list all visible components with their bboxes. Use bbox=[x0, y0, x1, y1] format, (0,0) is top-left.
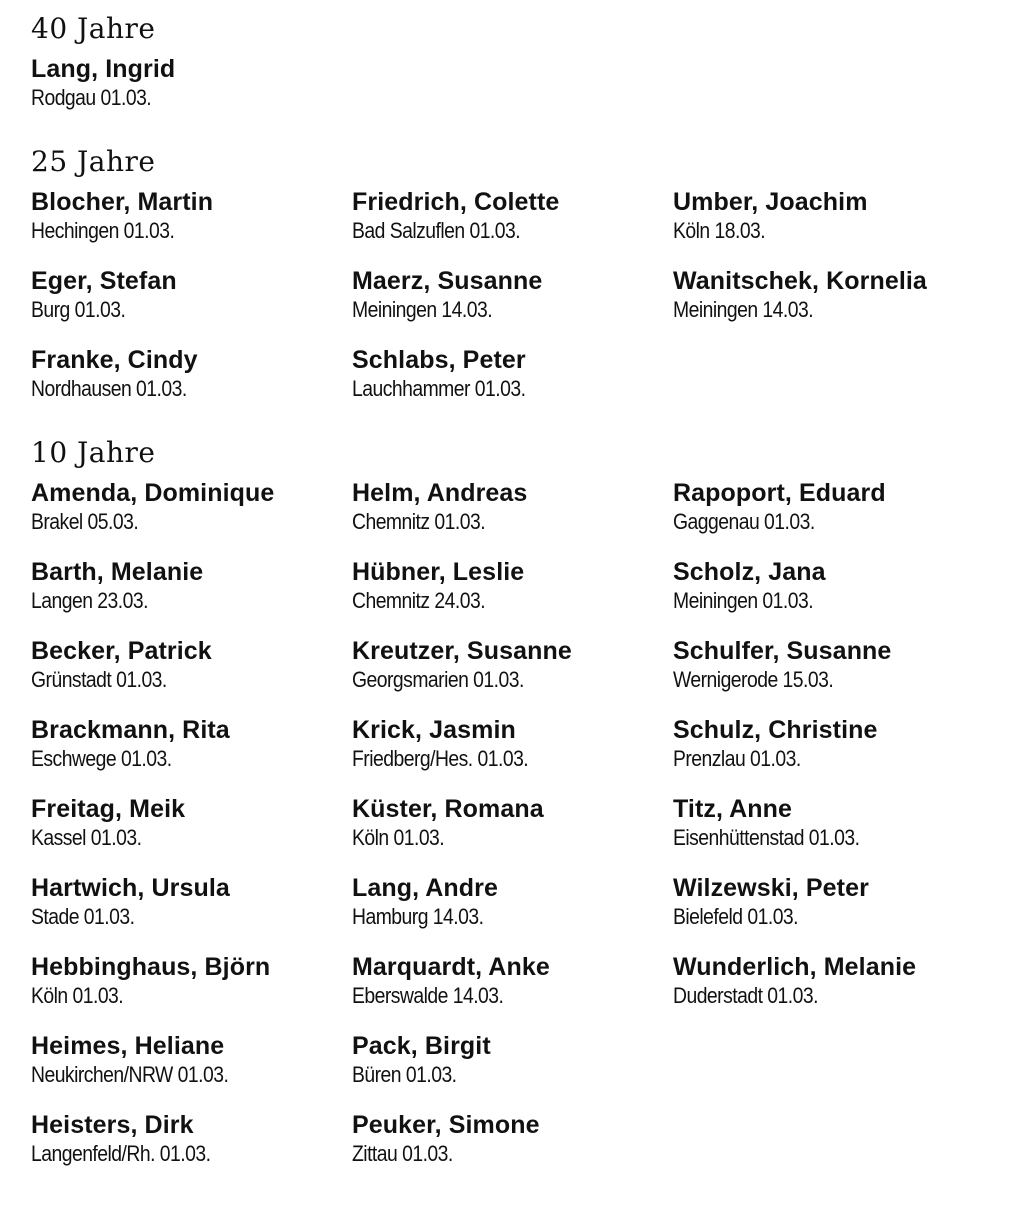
list-item bbox=[673, 478, 991, 557]
person-name: Heisters, Dirk bbox=[31, 1111, 194, 1139]
list-item bbox=[31, 873, 352, 952]
person-name: Hartwich, Ursula bbox=[31, 874, 230, 902]
list-item bbox=[352, 1031, 673, 1110]
list-item bbox=[31, 794, 352, 873]
list-item bbox=[31, 345, 352, 424]
list-item bbox=[673, 715, 991, 794]
person-name: Heimes, Heliane bbox=[31, 1032, 225, 1060]
place-date: Brakel 05.03. bbox=[31, 509, 139, 534]
section-title: 25 Jahre bbox=[31, 145, 156, 178]
list-item bbox=[352, 1110, 673, 1189]
list-item bbox=[352, 345, 673, 424]
person-name: Wilzewski, Peter bbox=[673, 874, 869, 902]
anniversary-list bbox=[31, 12, 991, 1201]
place-date: Eberswalde 14.03. bbox=[352, 983, 504, 1008]
list-item bbox=[352, 952, 673, 1031]
place-date: Langenfeld/Rh. 01.03. bbox=[31, 1141, 211, 1166]
list-item bbox=[31, 187, 352, 266]
place-date: Köln 01.03. bbox=[352, 825, 445, 850]
person-name: Hübner, Leslie bbox=[352, 558, 525, 586]
place-date: Köln 01.03. bbox=[31, 983, 124, 1008]
place-date: Eisenhüttenstad 01.03. bbox=[673, 825, 860, 850]
list-item bbox=[31, 557, 352, 636]
list-item bbox=[673, 636, 991, 715]
person-name: Maerz, Susanne bbox=[352, 267, 543, 295]
section-title: 10 Jahre bbox=[31, 436, 156, 469]
entries-grid bbox=[31, 54, 991, 133]
place-date: Chemnitz 01.03. bbox=[352, 509, 486, 534]
section-10-jahre bbox=[31, 436, 991, 1189]
list-item bbox=[352, 557, 673, 636]
person-name: Scholz, Jana bbox=[673, 558, 826, 586]
place-date: Hamburg 14.03. bbox=[352, 904, 484, 929]
section-25-jahre bbox=[31, 145, 991, 424]
place-date: Chemnitz 24.03. bbox=[352, 588, 486, 613]
list-item bbox=[31, 1110, 352, 1189]
list-item bbox=[673, 873, 991, 952]
place-date: Meiningen 14.03. bbox=[673, 297, 814, 322]
person-name: Amenda, Dominique bbox=[31, 479, 275, 507]
list-item bbox=[31, 715, 352, 794]
place-date: Grünstadt 01.03. bbox=[31, 667, 167, 692]
section-40-jahre bbox=[31, 12, 991, 133]
place-date: Rodgau 01.03. bbox=[31, 85, 152, 110]
person-name: Barth, Melanie bbox=[31, 558, 204, 586]
list-item bbox=[673, 952, 991, 1031]
list-item bbox=[673, 794, 991, 873]
person-name: Lang, Andre bbox=[352, 874, 499, 902]
list-item bbox=[31, 636, 352, 715]
place-date: Neukirchen/NRW 01.03. bbox=[31, 1062, 229, 1087]
place-date: Zittau 01.03. bbox=[352, 1141, 453, 1166]
list-item bbox=[352, 794, 673, 873]
person-name: Pack, Birgit bbox=[352, 1032, 491, 1060]
list-item bbox=[31, 952, 352, 1031]
place-date: Gaggenau 01.03. bbox=[673, 509, 815, 534]
place-date: Burg 01.03. bbox=[31, 297, 126, 322]
place-date: Duderstadt 01.03. bbox=[673, 983, 818, 1008]
person-name: Wunderlich, Melanie bbox=[673, 953, 917, 981]
place-date: Wernigerode 15.03. bbox=[673, 667, 834, 692]
list-item bbox=[673, 557, 991, 636]
list-item bbox=[31, 478, 352, 557]
list-item bbox=[31, 266, 352, 345]
person-name: Küster, Romana bbox=[352, 795, 544, 823]
person-name: Peuker, Simone bbox=[352, 1111, 540, 1139]
person-name: Friedrich, Colette bbox=[352, 188, 560, 216]
list-item bbox=[673, 266, 991, 345]
list-item bbox=[352, 636, 673, 715]
list-item bbox=[31, 1031, 352, 1110]
place-date: Büren 01.03. bbox=[352, 1062, 457, 1087]
place-date: Langen 23.03. bbox=[31, 588, 148, 613]
place-date: Georgsmarien 01.03. bbox=[352, 667, 524, 692]
place-date: Nordhausen 01.03. bbox=[31, 376, 187, 401]
place-date: Meiningen 01.03. bbox=[673, 588, 814, 613]
entries-grid bbox=[31, 478, 991, 1189]
list-item bbox=[352, 715, 673, 794]
person-name: Kreutzer, Susanne bbox=[352, 637, 572, 665]
person-name: Umber, Joachim bbox=[673, 188, 868, 216]
person-name: Eger, Stefan bbox=[31, 267, 177, 295]
list-item bbox=[352, 478, 673, 557]
person-name: Rapoport, Eduard bbox=[673, 479, 886, 507]
place-date: Meiningen 14.03. bbox=[352, 297, 493, 322]
person-name: Lang, Ingrid bbox=[31, 55, 176, 83]
person-name: Helm, Andreas bbox=[352, 479, 528, 507]
place-date: Köln 18.03. bbox=[673, 218, 766, 243]
person-name: Schlabs, Peter bbox=[352, 346, 526, 374]
place-date: Friedberg/Hes. 01.03. bbox=[352, 746, 529, 771]
place-date: Hechingen 01.03. bbox=[31, 218, 175, 243]
place-date: Lauchhammer 01.03. bbox=[352, 376, 526, 401]
place-date: Kassel 01.03. bbox=[31, 825, 142, 850]
person-name: Wanitschek, Kornelia bbox=[673, 267, 927, 295]
person-name: Schulz, Christine bbox=[673, 716, 878, 744]
person-name: Freitag, Meik bbox=[31, 795, 186, 823]
person-name: Titz, Anne bbox=[673, 795, 793, 823]
list-item bbox=[673, 187, 991, 266]
person-name: Krick, Jasmin bbox=[352, 716, 516, 744]
list-item bbox=[31, 54, 352, 133]
person-name: Marquardt, Anke bbox=[352, 953, 550, 981]
person-name: Becker, Patrick bbox=[31, 637, 212, 665]
place-date: Eschwege 01.03. bbox=[31, 746, 172, 771]
person-name: Brackmann, Rita bbox=[31, 716, 230, 744]
list-item bbox=[352, 266, 673, 345]
person-name: Hebbinghaus, Björn bbox=[31, 953, 271, 981]
list-item bbox=[352, 873, 673, 952]
section-title: 40 Jahre bbox=[31, 12, 156, 45]
person-name: Blocher, Martin bbox=[31, 188, 214, 216]
place-date: Stade 01.03. bbox=[31, 904, 135, 929]
place-date: Prenzlau 01.03. bbox=[673, 746, 801, 771]
place-date: Bad Salzuflen 01.03. bbox=[352, 218, 521, 243]
person-name: Schulfer, Susanne bbox=[673, 637, 892, 665]
place-date: Bielefeld 01.03. bbox=[673, 904, 799, 929]
entries-grid bbox=[31, 187, 991, 424]
list-item bbox=[352, 187, 673, 266]
person-name: Franke, Cindy bbox=[31, 346, 198, 374]
